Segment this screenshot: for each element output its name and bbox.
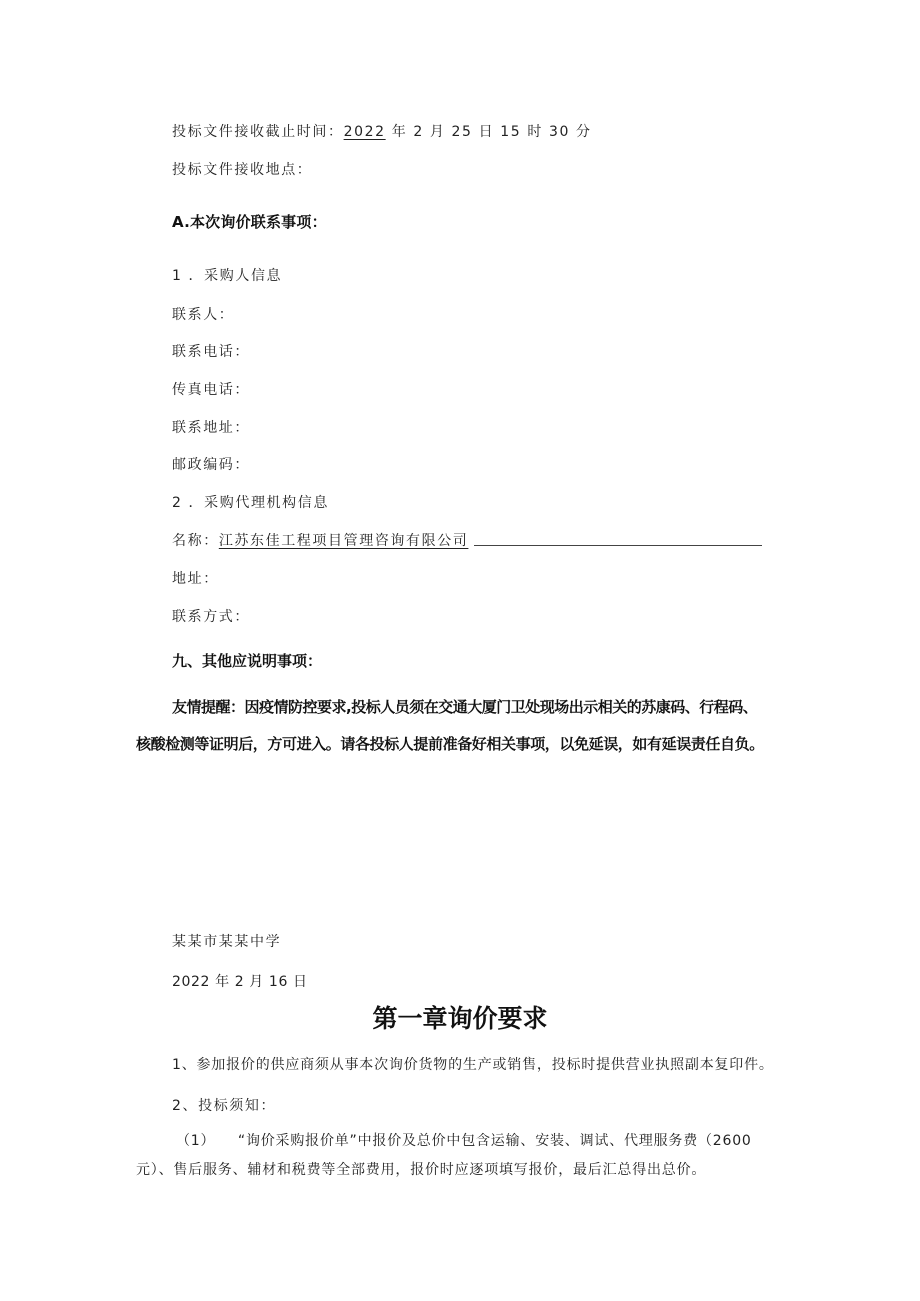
deadline-year: 2022	[343, 124, 386, 140]
agency-name-value: 江苏东佳工程项目管理咨询有限公司	[218, 533, 469, 549]
deadline-label: 投标文件接收截止时间：	[172, 124, 344, 140]
purchaser-contact-person: 联系人：	[172, 307, 235, 323]
purchaser-address: 联系地址：	[172, 420, 250, 436]
agency-name-blank-line	[474, 545, 762, 546]
deadline-rest: 年 2 月 25 日 15 时 30 分	[385, 124, 592, 140]
requirement-item-2-1-line-2: 元）、售后服务、辅材和税费等全部费用，报价时应逐项填写报价，最后汇总得出总价。	[136, 1162, 707, 1178]
agency-contact-method: 联系方式：	[172, 609, 250, 625]
agency-address: 地址：	[172, 571, 219, 587]
section-nine-heading: 九、其他应说明事项：	[172, 652, 323, 670]
agency-name-label: 名称：	[172, 533, 219, 549]
requirement-item-2: 2、投标须知：	[172, 1098, 277, 1114]
agency-name-line	[172, 530, 762, 550]
reminder-line-1: 友情提醒：因疫情防控要求,投标人员须在交通大厦门卫处现场出示相关的苏康码、行程码、	[172, 698, 758, 716]
purchaser-heading: 1 ．采购人信息	[172, 268, 283, 284]
agency-heading: 2 ．采购代理机构信息	[172, 495, 329, 511]
reminder-line-2: 核酸检测等证明后，方可进入。请各投标人提前准备好相关事项，以免延误，如有延误责任自负。	[136, 735, 764, 753]
requirement-item-2-1-line-1: （1） “询价采购报价单”中报价及总价中包含运输、安装、调试、代理服务费（2600	[176, 1133, 752, 1149]
purchaser-phone: 联系电话：	[172, 344, 250, 360]
chapter-title: 第一章询价要求	[372, 1004, 548, 1033]
purchaser-postcode: 邮政编码：	[172, 457, 250, 473]
location-label: 投标文件接收地点：	[172, 162, 313, 178]
deadline-line	[172, 121, 592, 141]
signature-org: 某某市某某中学	[172, 934, 282, 950]
purchaser-fax: 传真电话：	[172, 382, 250, 398]
requirement-item-1: 1、参加报价的供应商须从事本次询价货物的生产或销售，投标时提供营业执照副本复印件。	[172, 1057, 774, 1073]
signature-date: 2022 年 2 月 16 日	[172, 974, 308, 990]
section-a-heading: A.本次询价联系事项：	[172, 213, 327, 231]
